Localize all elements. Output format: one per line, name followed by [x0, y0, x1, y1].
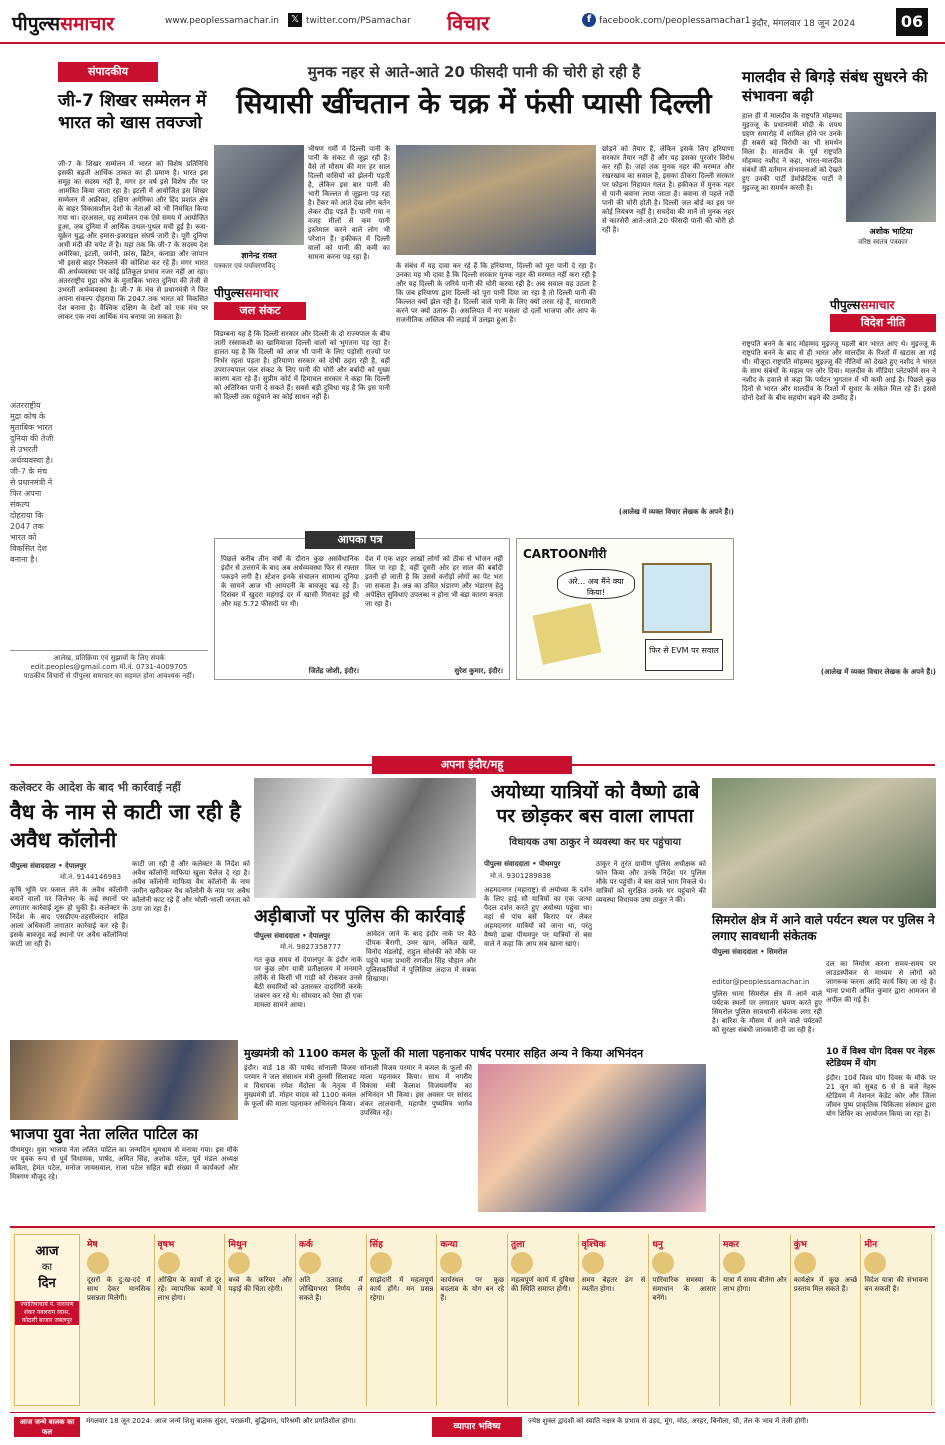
zodiac-text: साझेदारी में महत्वपूर्ण कार्य होंगे। मन प्रसन्न रहेगा।: [369, 1276, 434, 1302]
zodiac-text: ओखिम के कार्यों से दूर रहें। व्यापारिक कामों में लाभ होगा।: [157, 1276, 222, 1302]
horoscope-panel: [10, 1226, 935, 1410]
police-photo: [254, 778, 476, 898]
birthday-tag: आज जन्मे बालक का फल: [14, 1417, 80, 1437]
zodiac-row: [84, 1234, 932, 1406]
zodiac-text: पारिवारिक समस्या के समाधान के आसार बनेंगे।: [652, 1276, 717, 1302]
zodiac-icon: [864, 1252, 886, 1274]
masthead-logo[interactable]: पीपुल्ससमाचार: [12, 13, 115, 35]
zodiac-text: कार्यस्थल पर कुछ बदलाव के योग बन रहे हैं।: [440, 1276, 505, 1302]
simrol-col2: दल का निर्माण करना समय-समय पर लाउडस्पीकर से माध्यम से लोगों को जागरूक करना आदि कार्य किए जा रहे हैं। थाना प्रभारी अमित कुमार द्वारा आमजन से अपील की गई है।: [826, 960, 936, 1004]
feedback-line: आलेख, प्रतिक्रिया एवं सुझावों के लिए संपर्क: [53, 654, 165, 662]
footer-bar: [10, 1412, 935, 1440]
letter-2-sign: सुरेश कुमार, इंदौर।: [454, 667, 503, 675]
zodiac-name: कुंभ: [793, 1240, 807, 1250]
zodiac-text: दूसरों के दु:ख-दर्द में साथ देकर मानसिक प्रसन्नता मिलेगी।: [87, 1276, 151, 1302]
ayodhya-col2: ठाकुर ने तुरंत ग्रामीण पुलिस अधीक्षक को फोन किया और उनके निर्देश पर पुलिस मौके पर पहुंची। वे बस वाले भाग निकले थे। यात्रियों को सुरक्षित उनके घर पहुंचाने की व्यवस्था विधायक उषा ठाकुर ने की।: [596, 860, 706, 904]
lead-logo: पीपुल्ससमाचार: [214, 286, 279, 300]
zodiac-name: सिंह: [369, 1240, 383, 1250]
zodiac-icon: [299, 1252, 321, 1274]
colony-byline: पीपुल्स संवाददाता • देपालपुर: [10, 862, 87, 870]
ayodhya-col1: अहमदनगर (महाराष्ट्र) से अयोध्या के दर्शन के लिए हाई सौ यात्रियों का एक जत्था पैदल दर्शन करते हुए अयोध्या पहुंचा था। वहां से पांच बसें किराए पर लेकर अहमदनगर यात्रियों को जाना था, परंतु वैष्णो ढाबा पीथमपुर पर यात्रियों से बस वाले ने कहा कि आप सब खाना खाएं।: [484, 886, 592, 948]
issue-date: इंदौर, मंगलवार 18 जून 2024: [752, 19, 856, 29]
cartoon-box: [516, 538, 734, 680]
zodiac-cell: [367, 1234, 438, 1406]
lead-col2: विडम्बना यह है कि दिल्ली सरकार और दिल्ली के दो राज्यपाल के बीच जारी रस्साकशी का खामियाजा दिल्ली वालों को भुगतना पड़ रहा है। हालत यह है कि दिल्ली को आज भी पानी के लिए पड़ोसी राज्यों पर निर्भर रहना पड़ता है। हरियाणा सरकार को दोषी ठहरा रही है, वहीं उपराज्यपाल जल संकट के लिए पानी की चोरी और बर्बादी को मुख्य कारण बता रहे हैं। सुप्रीम कोर्ट में हिमाचल सरकार ने कहा कि दिल्ली को अतिरिक्त पानी दे सकते हैं। सबसे बड़ी दुविधा यह है कि इस पानी को दिल्ली तक पहुंचाने का कोई साधन नहीं है।: [214, 330, 390, 401]
lead-headline: सियासी खींचतान के चक्र में फंसी प्यासी दिल्ली: [236, 87, 712, 120]
birthday-text: मंगलवार 18 जून 2024: आज जन्मे शिशु बालक सुंदर, पराक्रमी, बुद्धिमान, परिश्रमी और प्रगतिशील होगा।: [86, 1417, 356, 1425]
lead-kicker: मुनक नहर से आते-आते 20 फीसदी पानी की चोरी हो रही है: [307, 63, 641, 81]
zodiac-name: कन्या: [440, 1240, 458, 1250]
maldives-tag: विदेश नीति: [830, 314, 936, 332]
maldives-author-role: वरिष्ठ स्वतंत्र पत्रकार: [858, 238, 908, 246]
ayodhya-byline: पीपुल्स संवाददाता • पीथमपुर: [484, 860, 561, 868]
page-number: 06: [896, 8, 928, 36]
maldives-logo: पीपुल्ससमाचार: [830, 298, 895, 312]
author-name: ज्ञानेन्द्र रावत: [241, 251, 277, 260]
zodiac-text: कार्यक्षेत्र में कुछ अच्छे प्रस्ताव मिल सकते हैं।: [793, 1276, 858, 1293]
letters-box: [214, 533, 510, 680]
police-col1: गत कुछ समय से देपालपुर के इंदौर नाके पर कुछ लोग यात्री प्रतीक्षालय में मनमाने तरीके से किसी भी गाड़ी को रोककर उनसे बैठी सवारियों को उतारकर दादागिरी करके जबरन कर रहे थे। सोमवार को ऐसा ही एक मामला सामने आया।: [254, 956, 362, 1009]
colony-col1: कृषि भूमि पर फसल लेने के अवैध कॉलोनी बनाने वालों पर जिलेभर के कई स्थानों पर लगातार कार्रवाई शुरू हो चुकी है। कलेक्टर के निर्देश के बाद एसडीएम-तहसीलदार सहित आला अधिकारी लगातार कार्रवाई कर रहे हैं। इसके बावजूद कई स्थानों पर अवैध कॉलोनियां काटी जा रही हैं।: [10, 886, 128, 948]
maldives-author-photo: [846, 112, 936, 222]
zodiac-name: वृषभ: [157, 1240, 175, 1250]
zodiac-name: मेष: [87, 1240, 98, 1250]
letter-1-sign: जितेंद्र जोशी, इंदौर।: [308, 667, 359, 675]
police-headline: अड़ीबाजों पर पुलिस की कार्रवाई: [254, 906, 465, 927]
zodiac-name: तुला: [511, 1240, 525, 1250]
zodiac-text: बच्चे के करियर और पढ़ाई की चिंता रहेगी।: [228, 1276, 293, 1293]
cartoon-speech-bubble: अरे... अब मैंने क्या किया!: [557, 569, 635, 599]
editorial-tag: संपादकीय: [58, 62, 158, 82]
zodiac-text: यात्रा में समय बीतेगा और लाभ होगा।: [723, 1276, 787, 1293]
disclaimer: पाठकीय विचारों से पीपुल्स समाचार का सहमत होना आवश्यक नहीं।: [23, 672, 195, 680]
colony-mobile: मो.नं. 9144146983: [60, 873, 122, 881]
zodiac-name: मिथुन: [228, 1240, 247, 1250]
maldives-body-main: राष्ट्रपति बनने के बाद मोहम्मद मुइज्जू पहली बार भारत आए थे। मुइज्जू के राष्ट्रपति बनने के बाद से ही भारत और मालदीव के रिश्तों में खटास आ गई थी। मौजूदा राष्ट्रपति मोहम्मद मुइज्जू की नीतियों को देखते हुए नशीद ने भारत के साथ संबंधों के महत्व पर जोर दिया। मालदीव के मीडिया प्लेटफॉर्म सन ने नशीद के हवाले से कहा कि पर्यटन भुगतान में भी कमी आई है। पिछले कुछ दिनों से भारत और मालदीव के रिश्तों में सुधार के संकेत मिल रहे हैं। इससे दोनों देशों के बीच सहयोग बढ़ने की उम्मीद है।: [742, 340, 936, 402]
zodiac-cell: [225, 1234, 296, 1406]
zodiac-cell: [155, 1234, 226, 1406]
maldives-end-note: (आलेख में व्यक्त विचार लेखक के अपने हैं।): [820, 668, 936, 676]
maldives-headline: मालदीव से बिगड़े संबंध सुधरने की संभावना बढ़ी: [742, 68, 928, 105]
police-byline: पीपुल्स संवाददाता • देपालपुर: [254, 932, 331, 940]
horoscope-label-mid: का: [41, 1262, 53, 1273]
lead-tag: जल संकट: [214, 302, 306, 320]
zodiac-cell: [579, 1234, 650, 1406]
zodiac-icon: [87, 1252, 109, 1274]
zodiac-cell: [84, 1234, 155, 1406]
cartoon-window: [642, 563, 712, 633]
mayor-photo: [478, 1064, 706, 1212]
bjp-headline: भाजपा युवा नेता ललित पाटिल का: [10, 1124, 238, 1144]
horoscope-label-top: आज: [35, 1244, 59, 1259]
zodiac-name: मकर: [723, 1240, 740, 1250]
zodiac-icon: [794, 1252, 816, 1274]
maldives-body-mid: [742, 276, 826, 336]
letters-title: आपका पत्र: [305, 531, 415, 549]
mayor-headline: मुख्यमंत्री को 1100 कमल के फूलों की माला पहनाकर पार्षद परमार सहित अन्य ने किया अभिनंदन: [244, 1047, 644, 1060]
lead-col3: के संबंध में यह दावा कर रहे हैं कि हरियाणा, दिल्ली को पूरा पानी दे रहा है। उनका यह भी दावा है कि दिल्ली सरकार मुनक नहर की मरम्मत नहीं करा रही है और यह दिल्ली के जरिये पानी की चोरी करवा रही है। अब सवाल यह उठता है कि जब हरियाणा द्वारा दिल्ली को पूरा पानी दिया जा रहा है तो दिल्ली पानी की किल्लत क्यों झेल रही है। दिल्ली वाले पानी के लिए क्यों तरस रहे हैं, मारामारी करने पर क्यों उतारू हैं। असलियत में नए मसला दो दलों भाजपा और आप के राजनीतिक अस्तित्व की लड़ाई में उलझा हुआ है।: [396, 262, 596, 324]
simrol-photo: [712, 778, 936, 908]
bjp-body: पीथमपुर। युवा भाजपा नेता ललित पाटिल का जन्मदिन धूमधाम से मनाया गया। इस मौके पर युवक रूप से पूर्व विधायक, पार्षद, अमित सिंह, अशोक पटेल, पूर्व मंडल अध्यक्ष कविता, हेमंत पटेल, मनोज जायसवाल, राजा पटेल सहित बड़ी संख्या में कार्यकर्ता और मित्रगण मौजूद रहे।: [10, 1146, 238, 1181]
zodiac-text: अति उत्साह में जोखिमभरा निर्णय ले सकते हैं।: [299, 1276, 363, 1302]
yoga-body: इंदौर। 10वें विश्व योग दिवस के मौके पर 21 जून को सुबह 6 से 8 बजे नेहरू स्टेडियम में नेशनल केडेट कोर और जिला जीवन पुष्प प्राकृतिक चिकित्सा संस्थान द्वारा योग शिविर का आयोजन किया जा रहा है।: [826, 1074, 936, 1118]
twitter-link[interactable]: twitter.com/PSamachar: [306, 16, 411, 26]
author-role: पत्रकार एवं पर्यावरणविद्: [214, 262, 276, 270]
editorial-pullquote: अंतरराष्ट्रीय मुद्रा कोष के मुताबिक भारत दुनिया की तेजी से उभरती अर्थव्यवस्था है। जी-7 के मंच से प्रधानमंत्री ने फिर अपना संकल्प दोहराया कि 2047 तक भारत को विकसित देश बनाना है।: [10, 401, 54, 564]
editorial-headline: जी-7 शिखर सम्मेलन में भारत को खास तवज्जो: [58, 91, 207, 133]
yoga-headline: 10 वें विश्व योग दिवस पर नेहरू स्टेडियम में योग: [826, 1047, 935, 1069]
zodiac-name: वृश्चिक: [581, 1240, 606, 1250]
simrol-col1: पुलिस थाना सिमरोल क्षेत्र में आने वाले पर्यटक स्थलों पर लगातार भ्रमण करते हुए सिमरोल पुलिस सावधानी संकेतक लगा रही है। बारिश के मौसम में आने वाले पर्यटकों को सुरक्षा संबंधी जानकारी दी जा रही है।: [712, 990, 822, 1034]
bjp-photo: [10, 1040, 238, 1120]
letter-1: पिछले करीब तीन वर्षों के दौरान कुछ असंवैधानिक इंदौर से उत्तराने के बाद अब अर्थव्यवस्था फिर से रफ्तार पकड़ने लगी है। स्टेशन इनके संचालन सामान्य दुनिया के सामने आज भी आमदनी के बावजूद बढ़ रहे हैं। दिसंबर में खुदरा महंगाई दर में खासी गिरावट हुई थी और यह 5.72 फीसदी पर थी।: [221, 555, 359, 608]
lead-col1: भीषण गर्मी में दिल्ली पानी के पानी के संकट से जूझ रही है। वैसे तो मौसम की मार हर साल दिल्ली वासियों को झेलनी पड़ती है, लेकिन इस बार पानी की भारी किल्लत से जूझना पड़ रहा है। टैंकर को आते देख लोग बर्तन लेकर दौड़ पड़ते हैं। पानी गया न वजह मीलों से कम पानी इस्तेमाल करने वाले लोग भी परेशान हैं। हकीकत में दिल्ली वालों को पानी की कमी का सामना करना पड़ रहा है।: [308, 145, 390, 261]
zodiac-name: मीन: [864, 1240, 878, 1250]
zodiac-text: महत्वपूर्ण कार्य में दुविधा की स्थिति समाप्त होगी।: [511, 1276, 575, 1293]
lead-end-note: (आलेख में व्यक्त विचार लेखक के अपने हैं।): [618, 508, 734, 516]
maldives-author-name: अशोक भाटिया: [869, 227, 913, 236]
zodiac-cell: [437, 1234, 508, 1406]
facebook-link[interactable]: facebook.com/peoplessamachar1: [599, 16, 751, 26]
mayor-col1: इंदौर। वार्ड 18 की पार्षद सोनाली विजय परमार ने जल संसाधन मंत्री तुलसी सिलावट व विधायक रमेश मेंदोला के नेतृत्व में मुख्यमंत्री डॉ. मोहन यादव को 1100 कमल के फूलों की माला पहनाकर अभिनंदन किया।: [244, 1064, 356, 1108]
colony-kicker: कलेक्टर के आदेश के बाद भी कार्रवाई नहीं: [10, 781, 181, 794]
author-photo: [214, 145, 304, 245]
simrol-email[interactable]: editor@peoplessamachar.in: [712, 978, 810, 986]
trade-text: ज्येष्ठ शुक्ल द्वादशी को स्वाति नक्षत्र के प्रभाव से उड़द, मूंग, मोठ, अरहर, बिनौला, घी, तेल के भाव में तेजी होगी।: [528, 1417, 809, 1425]
editorial-footer: [10, 650, 208, 684]
zodiac-text: विदेश यात्रा की संभावना बन सकती है।: [864, 1276, 929, 1293]
colony-headline: वैध के नाम से काटी जा रही है अवैध कॉलोनी: [10, 800, 241, 852]
zodiac-icon: [370, 1252, 392, 1274]
horoscope-label: [14, 1234, 80, 1406]
feedback-contact[interactable]: edit.peoples@gmail.com मो.नं. 0731-4009705: [30, 663, 188, 671]
astrologer-credit: ज्योतिषाचार्य पं. नारायण शंकर नवलराम व्यास, कोठारी बाजार जबलपुर: [15, 1301, 79, 1325]
police-mobile: मो.नं. 9827358777: [280, 943, 342, 951]
editorial-body: जी-7 के शिखर सम्मेलन में भारत को विशेष प्रतिनिधि इसकी बढ़ती आर्थिक ताकत का ही प्रमाण है। भारत इस समूह का सदस्य नहीं है, मगर हर वर्ष इसे विशेष तौर पर आमंत्रित किया जाता रहा है। इटली में आयोजित इस शिखर सम्मेलन में अफ्रीका, दक्षिण अमेरिका और हिंद प्रशांत क्षेत्र के बाहर विकासशील देशों के नेताओं को भी निमंत्रित किया गया था। दरअसल, यह सम्मेलन एक ऐसे समय में आयोजित हुआ, जब दुनिया में आर्थिक उथल-पुथल मची हुई है। रूस-यूक्रेन युद्ध और हमास-इजराइल संघर्ष जारी है। पूरी दुनिया अभी मंदी की चपेट में है। यहां तक कि जी-7 के सदस्य देश अमेरिका, इटली, जर्मनी, फ्रांस, ब्रिटेन, कनाडा और जापान भी इससे बाहर निकलने की कोशिश कर रहे हैं। मगर भारत की अर्थव्यवस्था पर कोई प्रतिकूल प्रभाव नजर नहीं आ रहा। अंतरराष्ट्रीय मुद्रा कोष के मुताबिक भारत दुनिया की तेजी से उभरती अर्थव्यवस्था है। जी-7 के मंच से प्रधानमंत्री ने फिर अपना संकल्प दोहराया कि 2047 तक भारत को विकसित देश बनाना है। वैश्विक दक्षिण के देशों को एक मंच पर लाकर एक नया आर्थिक मंच बनाया जा सकता है।: [58, 160, 208, 321]
section-title: विचार: [447, 11, 490, 35]
maldives-body-top: हाल ही में मालदीव के राष्ट्रपति मोहम्मद मुइज्जू के प्रधानमंत्री मोदी के शपथ ग्रहण समारोह में शामिल होने पर उनके ही सबसे बड़े विरोधी का भी समर्थन मिला है। मालदीव के पूर्व राष्ट्रपति मोहम्मद नशीद ने कहा, भारत-मालदीव संबंधों की वर्तमान संभावनाओं को देखते हुए उनकी पार्टी डेमोक्रेटिक पार्टी ने मुइज्जू का समर्थन करती है।: [742, 112, 842, 192]
zodiac-cell: [508, 1234, 579, 1406]
ayodhya-headline: अयोध्या यात्रियों को वैष्णो ढाबे पर छोड़कर बस वाला लापता: [490, 781, 700, 827]
cartoon-figure: [532, 603, 601, 664]
zodiac-cell: [861, 1234, 932, 1406]
zodiac-icon: [582, 1252, 604, 1274]
masthead: [0, 0, 945, 44]
local-band-title: अपना इंदौर/महू: [372, 756, 572, 774]
mayor-col2: सोनाली विजय परमार ने कमल के फूलों की माला पहनाकर किया। साथ में नगरीय विकास मंत्री कैलाश विजयवर्गीय का अभिनंदन भी किया। इस अवसर पर सांसद शंकर लालवानी, महापौर पुष्यमित्र भार्गव उपस्थित रहे।: [360, 1064, 472, 1117]
zodiac-icon: [440, 1252, 462, 1274]
zodiac-cell: [791, 1234, 862, 1406]
lead-photo: [396, 145, 596, 255]
zodiac-cell: [649, 1234, 720, 1406]
zodiac-cell: [720, 1234, 791, 1406]
zodiac-icon: [511, 1252, 533, 1274]
zodiac-cell: [296, 1234, 367, 1406]
colony-col2: काटी जा रही है और कलेक्टर के निर्देश को अवैध कॉलोनी माफिया खुला चैलेंज दे रहा है। अवैध कॉलोनी माफिया वैध कॉलोनी के नाम जमीन खरीदकर वैध कॉलोनी के नाम पर अवैध कॉलोनी काट रहे हैं और भोली-भाली जनता को ठगा जा रहा है।: [132, 860, 250, 913]
zodiac-icon: [652, 1252, 674, 1274]
ayodhya-mobile: मो.नं. 9301289838: [490, 872, 552, 880]
zodiac-icon: [158, 1252, 180, 1274]
letter-2: देश में एक शहर लाखों लोगों को ठीक से भोजन नहीं मिल पा रहा है, वहीं दूसरी ओर हर साल की बर्बादी इतनी हो जाती है कि उससे करोड़ों लोगों का पेट भरा जा सकता है। अन्न का उचित भंडारण और भंडारण हेतु अपेक्षित सुविधाएं उपलब्ध न होना भी बड़ा कारण बनता जा रहा है।: [365, 555, 503, 608]
simrol-byline: पीपुल्स संवाददाता • सिमरोल: [712, 948, 788, 956]
simrol-headline: सिमरोल क्षेत्र में आने वाले पर्यटन स्थल पर पुलिस ने लगाए सावधानी संकेतक: [712, 913, 935, 943]
cartoon-title: CARTOONगीरी: [523, 547, 607, 561]
zodiac-icon: [723, 1252, 745, 1274]
police-col2: आवेदन जाने के बाद इंदौर नाके पर बैठे दीपक बैरागी, उमर खान, अंकित खत्री, विनोद मंडलोई, राहुल सोलंकी को मौके पर पहुंचे थाना प्रभारी रणजीत सिंह चौहान और पुलिसकर्मियों ने पुलिसिया अंदाज में सबक सिखाया।: [366, 930, 476, 983]
lead-col4: छोड़ने को तैयार है, लेकिन इसके लिए हरियाणा सरकार तैयार नहीं है और यह इसका पुरजोर विरोध कर रही है। जहां तक मुनक नहर की मरम्मत और रखरखाव का सवाल है, इसका ठीकरा दिल्ली सरकार पर फोड़ना निहायत गलत है। हकीकत में मुनक नहर से पानी बवाना लाया जाता है। बवाना से पहले नदी पानी की चोरी होती है। दिल्ली जल बोर्ड का इस पर कोई नियंत्रण नहीं है। सचदेवा की मानें तो मुनक नहर से कारसेरी आते-आते 20 फीसदी पानी की चोरी हो रही है।: [602, 145, 734, 234]
website-link[interactable]: www.peoplessamachar.in: [165, 16, 279, 26]
facebook-icon: f: [582, 13, 596, 27]
ayodhya-subhead: विधायक उषा ठाकुर ने व्यवस्था कर घर पहुंचाया: [509, 837, 681, 848]
zodiac-name: कर्क: [299, 1240, 313, 1250]
zodiac-icon: [228, 1252, 250, 1274]
twitter-icon: 𝕏: [288, 13, 302, 27]
horoscope-label-bot: दिन: [38, 1276, 56, 1291]
zodiac-text: समय बेहतर ढंग से व्यतीत होगा।: [581, 1276, 646, 1293]
trade-tag: व्यापार भविष्य: [432, 1417, 522, 1437]
zodiac-name: धनु: [652, 1240, 663, 1250]
cartoon-label-box: फिर से EVM पर सवाल: [645, 639, 723, 671]
